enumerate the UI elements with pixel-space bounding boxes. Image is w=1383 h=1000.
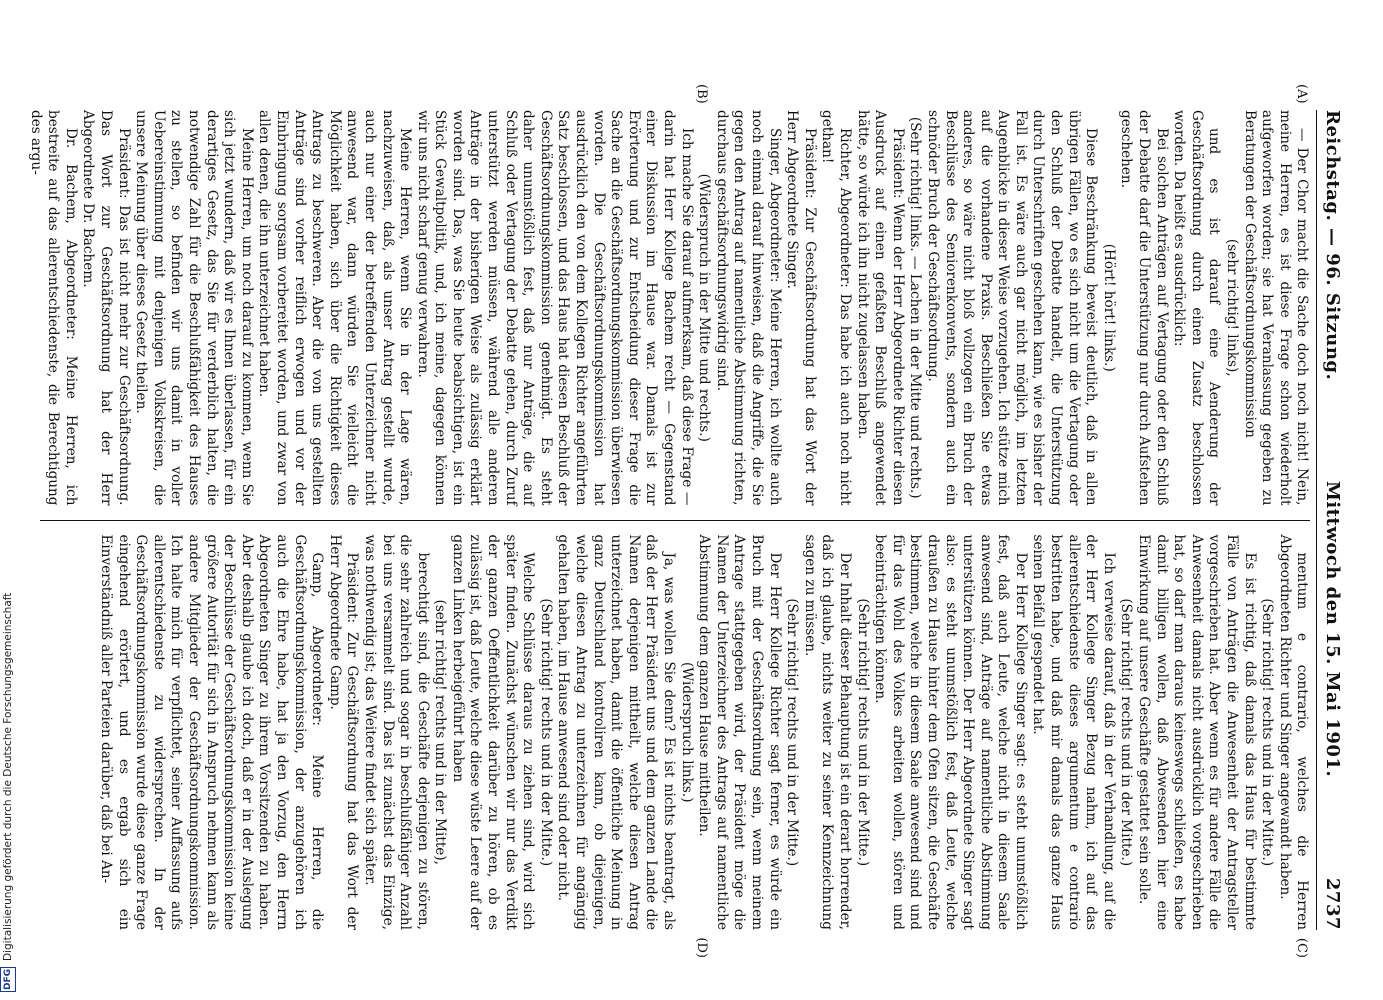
paragraph: Meine Herren, wenn Sie in der Lage wären, nachzuweisen, daß, als unser Antrag gestellt wurde, auch nur einer der betreffenden Unterzeichner nicht anwesend war, dann würden Sie vielleicht die Möglichkeit haben, sich über die Richtigkeit dieses Antrags zu beschweren. Aber die von uns gestellten Anträge sind vorher reiflich erwogen und vor der Einbringung sorgsam vorbereitet worden, und zwar von allen denen, die ihn unterzeichnet haben. [256,110,414,506]
paragraph: Richter, Abgeordneter: Das habe ich auch noch nicht gethan! [819,110,853,506]
paragraph: (Sehr richtig! rechts und in der Mitte.) [537,598,554,867]
digitization-credit [0,0,16,1000]
header-date: Mittwoch den 15. Mai 1901. [1322,480,1343,778]
paragraph: Der Herr Kollege Richter sagt ferner, es würde ein Bruch mit der Geschäftsordnung sein, wenn meinem Antrage stattgegeben wird, der Präsident möge die Namen der Unterzeichner des Antrags auf namentliche Abstimmung dem ganzen Hause mittheilen. [696,534,783,930]
text-columns [27,84,1311,958]
credit-text: Digitalisierung gefördert durch die Deutsche Forschungsgemeinschaft [2,592,14,961]
paragraph: Es ist richtig, daß damals das Haus für bestimmte Fälle von Anträgen die Anwesenheit der Antragsteller vorgeschrieben hat. Aber wenn es für andere Fälle die Anwesenheit damals nicht ausdrücklich vorgeschrieben hat, so darf man daraus keineswegs schließen, es habe damit billigen wollen, daß Abwesenden hier eine Einwirkung auf unsere Geschäfte gestattet sein solle. [1136,534,1258,930]
running-head [1316,110,1341,930]
paragraph: (Widerspruch in der Mitte und rechts.) [696,173,713,442]
dfg-logo: DFG [0,967,16,992]
margin-marker-b: (B) [694,84,710,104]
paragraph: Der Inhalt dieser Behauptung ist ein derart horrender, daß ich glaube, nichts weiter zu seiner Kennzeichnung sagen zu müssen. [801,534,853,930]
paragraph: Singer, Abgeordneter: Meine Herren, ich wollte auch noch einmal darauf hinweisen, daß die Angriffe, die Sie gegen den Antrag auf namentliche Abstimmung richten, durchaus geschäftsordnungswidrig sind. [713,110,783,506]
paragraph: Ja, was wollen Sie denn? Es ist nichts beantragt, als daß der Herr Präsident uns und dem ganzen Lande die Namen derjenigen mittheilt, welche diesen Antrag unterzeichnet haben, damit die öffentliche Meinung in ganz Deutschland kontroliren kann, ob diejenigen, welche diesen Antrag zu unterzeichnen für angängig gehalten haben, im Hause anwesend sind oder nicht. [555,534,678,930]
paragraph: Diese Beschränkung beweist deutlich, daß in allen übrigen Fällen, wo es sich nicht um die Vertagung oder den Schluß der Debatte handelt, die Unterstützung durch Unterschriften geschehen kann, wie es bisher der Fall ist. Es wäre auch gar nicht möglich, im letzten Augenblicke in dieser Weise vorzugehen. Ich stütze mich auf die vorhandene Praxis. Beschließen Sie etwas anderes, so wäre nicht bloß vollzogen ein Bruch der Beschlüsse des Seniorenkonvents, sondern auch ein schnöder Bruch der Geschäftsordnung. [924,110,1100,506]
paragraph: Präsident: Das ist nicht mehr zur Geschäftsordnung. Das Wort zur Geschäftsordnung hat der Herr Abgeordnete Dr. Bachem. [80,110,132,506]
paragraph: mentum e contrario, welches die Herren Abgeordneten Richter und Singer angewandt haben. [1276,534,1311,930]
paragraph: Bei solchen Anträgen auf Vertagung oder den Schluß der Debatte darf die Unterstützung nur durch Aufstehen geschehen. [1118,110,1170,506]
margin-marker-a: (A) [1294,84,1310,104]
paragraph: Der Herr Kollege Singer sagt: es steht unumstößlich fest, daß auch Leute, welche nicht in diesem Saale anwesend sind, Anträge auf namentliche Abstimmung unterstützen können. Der Herr Abgeordnete Singer sagt also: es steht unumstößlich fest, daß Leute, welche draußen zu Hause hinter dem Ofen sitzen, die Geschäfte bestimmen, welche in diesem Saale anwesend sind und für das Wohl des Volkes arbeiten wollen, stören und beeinträchtigen können. [872,534,1029,930]
paragraph: berechtigt sind, die Geschäfte derjenigen zu stören, die sehr zahlreich und sogar in beschlußfähiger Anzahl bei uns versammelt sind. Das ist zunächst das Einzige, was nothwendig ist; das Weitere findet sich später. [361,534,431,930]
paragraph: (Sehr richtig! rechts und in der Mitte.) [1259,598,1276,867]
paragraph: Präsident: Zur Geschäftsordnung hat das Wort der Herr Abgeordnete Singer. [784,110,818,506]
paragraph: (Sehr richtig! rechts und in der Mitte.) [784,598,801,867]
left-column [27,110,1311,506]
paragraph: (Sehr richtig! rechts und in der Mitte.) [854,598,871,867]
paragraph: Präsident: Wenn der Herr Abgeordnete Richter diesen Ausdruck auf einen gefaßten Beschluß angewendet hätte, so würde ich ihn nicht zugelassen haben. [854,110,906,506]
paragraph: Gamp, Abgeordneter: Meine Herren, die Geschäftsordnungskommission, der anzugehören ich auch die Ehre habe, hat ja den Vorzug, den Herrn Abgeordneten Singer zu ihrem Vorsitzenden zu haben. Aber deshalb glaube ich doch, daß er in der Auslegung der Beschlüsse der Geschäftsordnungskommission keine größere Autorität für sich in Anspruch nehmen kann als andere Mitglieder der Geschäftsordnungskommission. Ich halte mich für verpflichtet, seiner Auffassung aufs allerentschiedenste zu widersprechen. In der Geschäftsordnungskommission wurde diese ganze Frage eingehend erörtert, und es ergab sich ein Einverständniß aller Parteien darüber, daß bei An- [98,534,326,930]
paragraph: (sehr richtig! links), [1224,238,1241,377]
paragraph: (Sehr richtig! links. — Lachen in der Mitte und rechts.) [907,116,924,499]
paragraph: (Sehr richtig! rechts und in der Mitte.) [1118,598,1135,867]
paragraph: Ich mache Sie darauf aufmerksam, daß diese Frage — darin hat Herr Kollege Bachem recht — Gegenstand einer Diskussion im Hause war. Damals ist zur Erörterung und zur Entscheidung dieser Frage die Sache an die Geschäftsordnungskommission überwiesen worden. Die Geschäftsordnungskommission hat ausdrücklich den von dem Kollegen Richter angeführten Satz beschlossen, und das Haus hat diesen Beschluß der Geschäftsordnungskommission genehmigt. Es steht daher unumstößlich fest, daß nur Anträge, die auf Schluß oder Vertagung der Debatte gehen, durch Zuruf unterstützt werden müssen, während alle anderen Anträge in der bisherigen Weise als zulässig erklärt worden sind. Das, was Sie heute beabsichtigen, ist ein Stück Gewaltpolitik, und, ich meine, dagegen können wir uns nicht scharf genug verwahren. [414,110,695,506]
paragraph: (Hört! hört! links.) [1100,243,1117,372]
paragraph: Dr. Bachem, Abgeordneter: Meine Herren, ich bestreite auf das allerentschiedenste, die Berechtigung des argu- [27,110,79,506]
column-rule [40,520,1310,521]
paragraph: Präsident: Zur Geschäftsordnung hat das Wort der Herr Abgeordnete Gamp. [326,534,361,930]
page-number: 2737 [1322,877,1343,930]
paragraph: (Widerspruch links.) [678,661,695,803]
paragraph: und es ist darauf eine Aenderung der Geschäftsordnung durch einen Zusatz beschlossen worden. Da heißt es ausdrücklich: [1171,110,1223,506]
paragraph: — Der Chor macht die Sache doch noch nicht! Nein, meine Herren, es ist diese Frage schon wiederholt aufgeworfen worden; sie hat Veranlassung gegeben zu Beratungen der Geschäftsordnungskommission [1241,110,1311,506]
margin-marker-d: (D) [694,937,710,958]
paragraph: Welche Schlüsse daraus zu ziehen sind, wird sich später finden. Zunächst wünschen wir nur das Verdikt der ganzen Oeffentlichkeit darüber zu hören, ob es zulässig ist, daß Leute, welche diese wüste Leere auf der ganzen Linken herbeigeführt haben [449,534,537,930]
header-left: Reichstag. — 96. Sitzung. [1322,110,1343,381]
paragraph: (sehr richtig! rechts und in der Mitte), [432,599,449,865]
paragraph: Ich verweise darauf, daß in der Verhandlung, auf die der Herr Kollege Singer Bezug nahm, ich auf das allerentschiedenste dieses argumentum e contrario bestritten habe, und daß mir damals das ganze Haus seinen Beifall gespendet hat. [1030,534,1117,930]
right-column [40,535,1310,931]
paragraph: Meine Herren, um noch darauf zu kommen, wenn Sie sich jetzt wundern, daß wir es Ihnen überlassen, für ein derartiges Gesetz, das Sie für verderblich halten, die notwendige Zahl für die Beschlußfähigkeit des Hauses zu stellen, so befinden wir uns damit in voller Uebereinstimmung mit denjenigen Volkskreisen, die unsere Meinung über dieses Gesetz theilen. [133,110,255,506]
margin-marker-c: (C) [1294,937,1310,958]
